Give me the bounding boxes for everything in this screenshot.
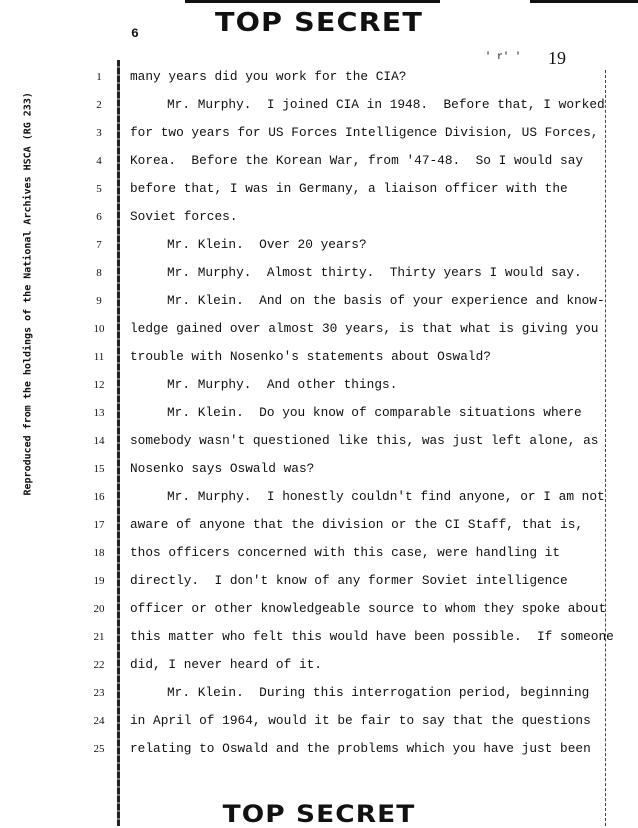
line-number: 5 — [96, 183, 102, 195]
line-number: 8 — [96, 267, 102, 279]
line-number: 2 — [96, 99, 102, 111]
line-text: Mr. Murphy. And other things. — [167, 377, 398, 392]
page-number-right: 19 — [548, 48, 566, 68]
transcript-line — [0, 657, 638, 677]
line-number: 13 — [93, 407, 105, 419]
transcript-line — [0, 377, 638, 397]
transcript-line — [0, 181, 638, 201]
line-text: Soviet forces. — [130, 209, 238, 224]
line-number: 15 — [93, 463, 105, 475]
scan-edge — [530, 0, 638, 3]
transcript-line — [0, 433, 638, 453]
line-number: 16 — [93, 491, 105, 503]
classification-header: TOP SECRET — [215, 8, 423, 38]
transcript-line — [0, 209, 638, 229]
page-number-left: 6 — [131, 26, 139, 41]
transcript-line — [0, 349, 638, 369]
transcript-line — [0, 125, 638, 145]
transcript-line — [0, 237, 638, 257]
transcript-line — [0, 265, 638, 285]
line-text: aware of anyone that the division or the CI Staff, that is, — [130, 517, 584, 532]
transcript-line — [0, 153, 638, 173]
line-text: Mr. Klein. And on the basis of your experience and know- — [167, 293, 605, 308]
transcript-line — [0, 517, 638, 537]
transcript-line — [0, 713, 638, 733]
transcript-line — [0, 685, 638, 705]
line-text: Mr. Klein. During this interrogation period, beginning — [167, 685, 590, 700]
line-text: Mr. Murphy. I honestly couldn't find anyone, or I am not — [167, 489, 605, 504]
line-text: trouble with Nosenko's statements about Oswald? — [130, 349, 491, 364]
line-text: relating to Oswald and the problems which you have just been — [130, 741, 591, 756]
line-number: 6 — [96, 211, 102, 223]
line-number: 20 — [93, 603, 105, 615]
line-number: 10 — [93, 323, 105, 335]
line-text: in April of 1964, would it be fair to say that the questions — [130, 713, 591, 728]
line-number: 1 — [96, 71, 102, 83]
line-text: directly. I don't know of any former Soviet intelligence — [130, 573, 568, 588]
line-number: 17 — [93, 519, 105, 531]
line-text: Mr. Klein. Over 20 years? — [167, 237, 367, 252]
line-text: thos officers concerned with this case, were handling it — [130, 545, 561, 560]
transcript-line — [0, 321, 638, 341]
line-number: 9 — [96, 295, 102, 307]
line-number: 4 — [96, 155, 102, 167]
transcript-line — [0, 573, 638, 593]
line-number: 23 — [93, 687, 105, 699]
line-text: Nosenko says Oswald was? — [130, 461, 315, 476]
line-number: 25 — [93, 743, 105, 755]
transcript-line — [0, 405, 638, 425]
archive-margin-note: Reproduced from the holdings of the National Archives HSCA (RG 233) — [22, 92, 34, 496]
transcript-line — [0, 97, 638, 117]
line-number: 14 — [93, 435, 105, 447]
line-number: 11 — [93, 351, 105, 363]
line-text: many years did you work for the CIA? — [130, 69, 407, 84]
scan-edge — [185, 0, 440, 3]
line-number: 24 — [93, 715, 105, 727]
transcript-line — [0, 545, 638, 565]
transcript-line — [0, 461, 638, 481]
line-text: somebody wasn't questioned like this, was just left alone, as — [130, 433, 599, 448]
line-text: for two years for US Forces Intelligence Division, US Forces, — [130, 125, 599, 140]
transcript-line — [0, 293, 638, 313]
line-number: 12 — [93, 379, 105, 391]
line-text: Mr. Murphy. Almost thirty. Thirty years I would say. — [167, 265, 582, 280]
transcript-line — [0, 69, 638, 89]
line-text: Mr. Klein. Do you know of comparable situations where — [167, 405, 582, 420]
line-text: officer or other knowledgeable source to whom they spoke about — [130, 601, 607, 616]
line-number: 22 — [93, 659, 105, 671]
line-number: 18 — [93, 547, 105, 559]
line-text: this matter who felt this would have been possible. If someone — [130, 629, 614, 644]
line-text: before that, I was in Germany, a liaison officer with the — [130, 181, 568, 196]
line-text: ledge gained over almost 30 years, is that what is giving you — [130, 321, 599, 336]
line-text: Korea. Before the Korean War, from '47-48. So I would say — [130, 153, 584, 168]
line-text: did, I never heard of it. — [130, 657, 322, 672]
line-text: Mr. Murphy. I joined CIA in 1948. Before that, I worked — [167, 97, 605, 112]
header-marks: ' r' ' — [485, 52, 522, 63]
line-number: 3 — [96, 127, 102, 139]
transcript-line — [0, 741, 638, 761]
transcript-line — [0, 601, 638, 621]
line-number: 7 — [96, 239, 102, 251]
classification-footer: TOP SECRET — [222, 800, 416, 828]
line-number: 21 — [93, 631, 105, 643]
transcript-line — [0, 489, 638, 509]
line-number: 19 — [93, 575, 105, 587]
transcript-line — [0, 629, 638, 649]
